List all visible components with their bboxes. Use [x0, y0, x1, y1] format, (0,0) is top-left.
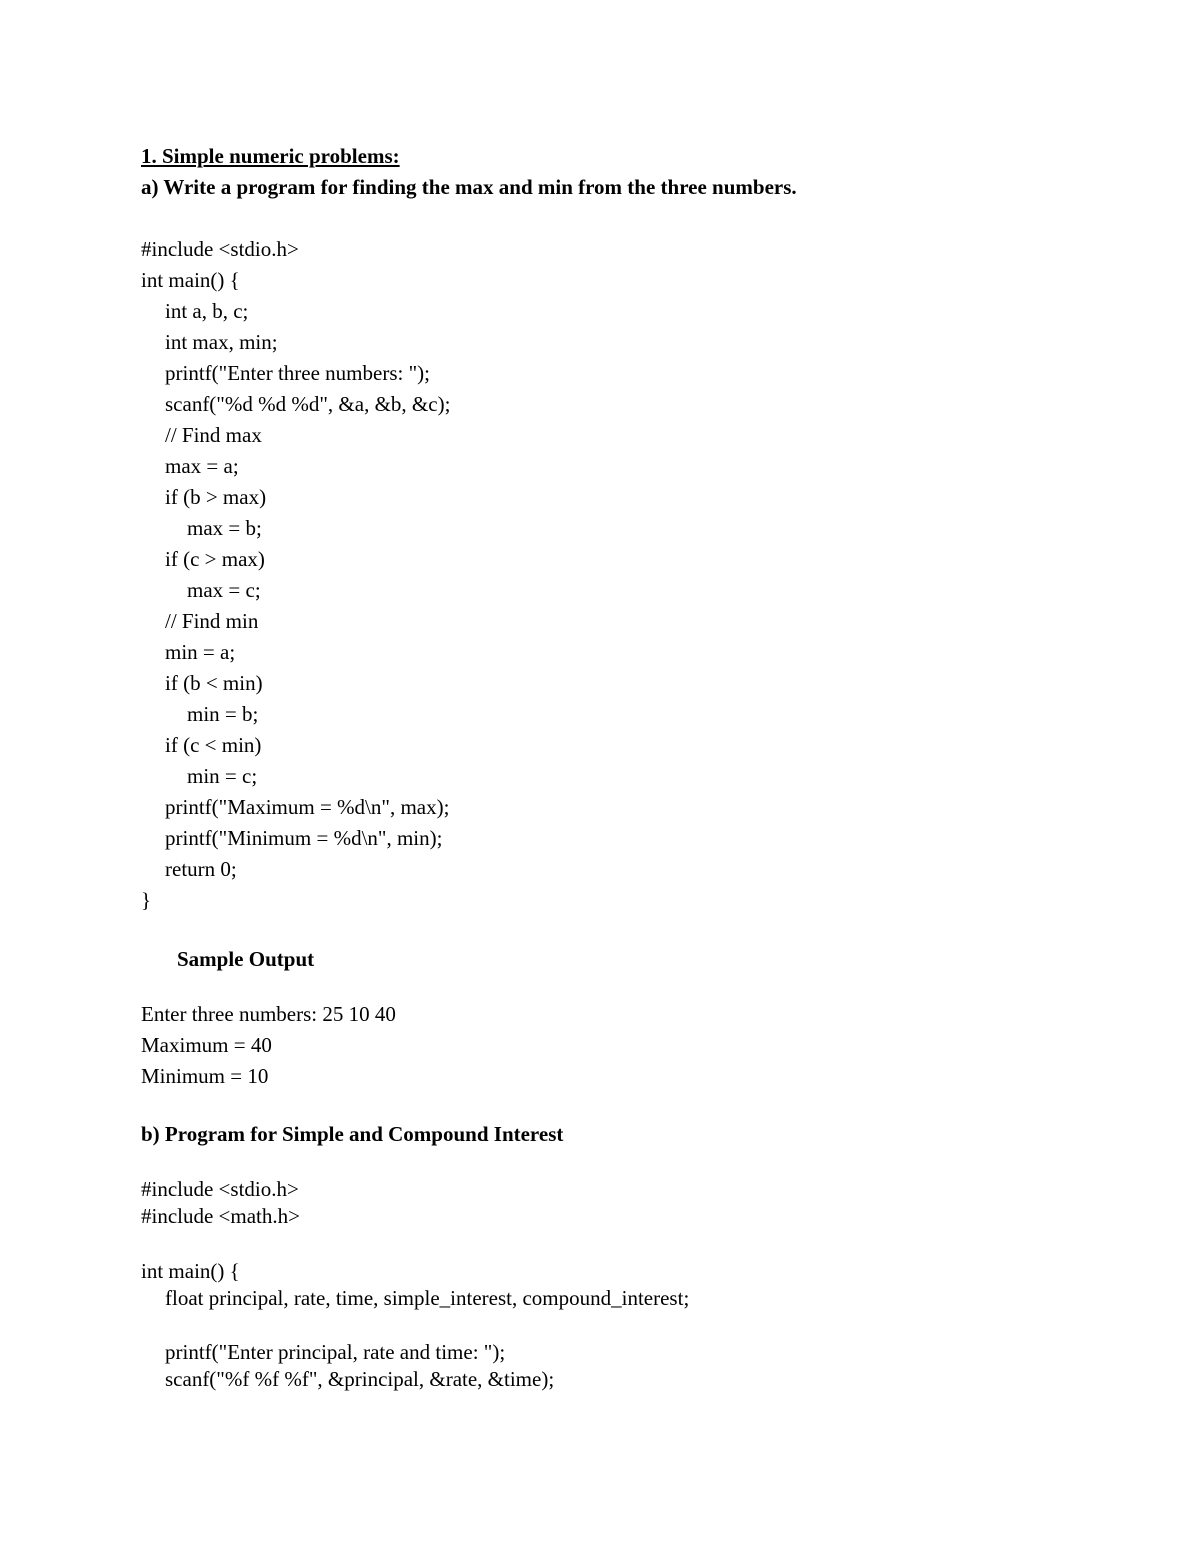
code-line: return 0; [165, 857, 237, 881]
sample-output-line: Minimum = 10 [141, 1064, 269, 1088]
code-line: int max, min; [165, 330, 278, 354]
code-line: int a, b, c; [165, 299, 249, 323]
code-comment: // Find max [165, 423, 262, 447]
code-line: scanf("%d %d %d", &a, &b, &c); [165, 392, 451, 416]
sample-output-line: Maximum = 40 [141, 1033, 272, 1057]
code-line: max = b; [187, 516, 262, 540]
code-comment: // Find min [165, 609, 259, 633]
sample-output-line: Enter three numbers: 25 10 40 [141, 1002, 396, 1026]
code-line: printf("Maximum = %d\n", max); [165, 795, 450, 819]
code-line: #include <stdio.h> [141, 1177, 299, 1201]
code-line: if (c < min) [165, 733, 262, 757]
code-line: printf("Minimum = %d\n", min); [165, 826, 443, 850]
code-line: int main() { [141, 268, 240, 292]
code-line: int main() { [141, 1259, 240, 1283]
code-line: max = a; [165, 454, 239, 478]
code-line: scanf("%f %f %f", &principal, &rate, &time); [165, 1367, 555, 1391]
code-line: if (c > max) [165, 547, 265, 571]
code-line: printf("Enter principal, rate and time: "); [165, 1340, 506, 1364]
code-line: max = c; [187, 578, 261, 602]
section-title: 1. Simple numeric problems: [141, 144, 400, 168]
code-line: min = a; [165, 640, 236, 664]
part-b-heading: b) Program for Simple and Compound Interest [141, 1122, 564, 1146]
code-line: #include <stdio.h> [141, 237, 299, 261]
code-line: if (b < min) [165, 671, 263, 695]
code-line: printf("Enter three numbers: "); [165, 361, 430, 385]
code-line: if (b > max) [165, 485, 267, 509]
part-a-heading: a) Write a program for finding the max and min from the three numbers. [141, 175, 797, 199]
code-line: #include <math.h> [141, 1204, 300, 1228]
code-line: min = b; [187, 702, 259, 726]
code-line: min = c; [187, 764, 258, 788]
code-line: } [141, 888, 152, 912]
sample-output-heading: Sample Output [177, 947, 315, 971]
code-line: float principal, rate, time, simple_interest, compound_interest; [165, 1286, 690, 1310]
